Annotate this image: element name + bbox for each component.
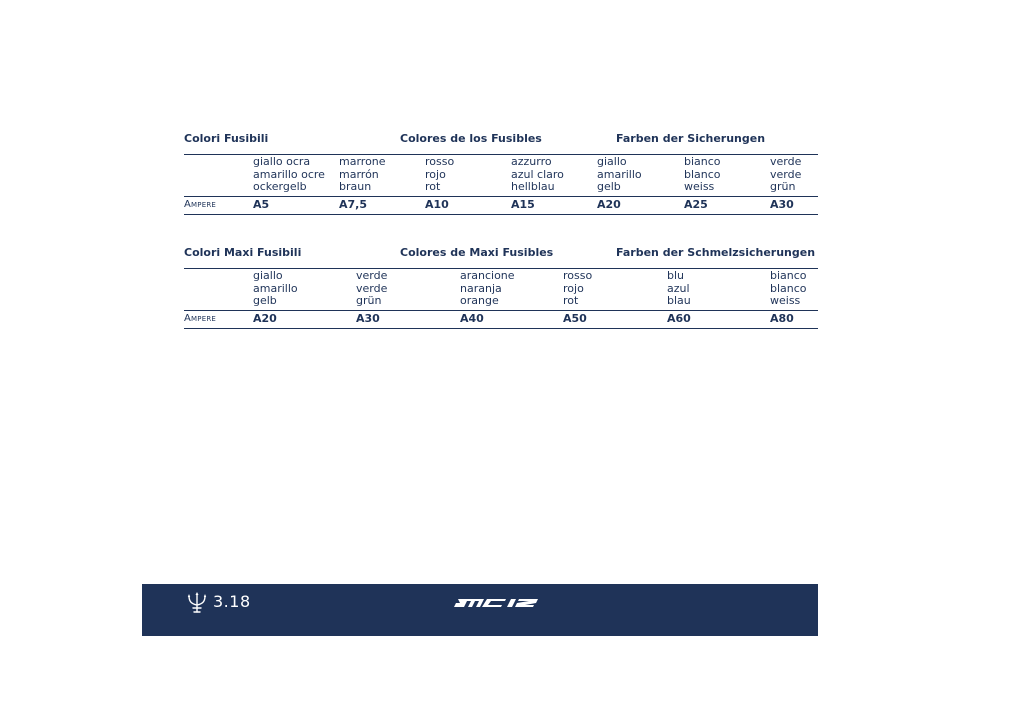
ampere-value: A20 — [597, 198, 621, 211]
ampere-value: A25 — [684, 198, 708, 211]
color-column: giallo amarillo gelb — [253, 269, 298, 307]
ampere-value: A15 — [511, 198, 535, 211]
trident-logo-icon — [186, 591, 208, 615]
ampere-value: A30 — [770, 198, 794, 211]
ampere-value: A20 — [253, 312, 277, 325]
ampere-value: A30 — [356, 312, 380, 325]
title-german: Farben der Sicherungen — [616, 132, 766, 145]
ampere-value: A60 — [667, 312, 691, 325]
table-titles — [184, 244, 818, 268]
title-italian: Colori Fusibili — [184, 132, 269, 145]
color-column: giallo ocra amarillo ocre ockergelb — [253, 155, 325, 193]
color-column: verde verde grün — [356, 269, 388, 307]
mc12-logo-icon — [454, 596, 550, 610]
page-number: 3.18 — [213, 592, 251, 611]
ampere-value: A10 — [425, 198, 449, 211]
color-column: azzurro azul claro hellblau — [511, 155, 564, 193]
color-column: rosso rojo rot — [563, 269, 593, 307]
title-german: Farben der Schmelzsicherungen — [616, 246, 816, 259]
ampere-value: A50 — [563, 312, 587, 325]
divider — [184, 214, 818, 215]
color-column: bianco blanco weiss — [770, 269, 807, 307]
fuse-colors-table — [184, 130, 818, 215]
ampere-row — [184, 197, 818, 214]
color-column: arancione naranja orange — [460, 269, 515, 307]
ampere-value: A7,5 — [339, 198, 367, 211]
ampere-value: A80 — [770, 312, 794, 325]
color-names-row — [184, 269, 818, 310]
ampere-row — [184, 311, 818, 328]
color-names-row — [184, 155, 818, 196]
title-italian: Colori Maxi Fusibili — [184, 246, 302, 259]
title-spanish: Colores de Maxi Fusibles — [400, 246, 554, 259]
ampere-label: Ampere — [184, 199, 217, 210]
color-column: marrone marrón braun — [339, 155, 386, 193]
title-spanish: Colores de los Fusibles — [400, 132, 542, 145]
ampere-label: Ampere — [184, 313, 217, 324]
color-column: bianco blanco weiss — [684, 155, 721, 193]
maxi-fuse-colors-table — [184, 244, 818, 329]
ampere-value: A40 — [460, 312, 484, 325]
color-column: blu azul blau — [667, 269, 691, 307]
page-footer — [142, 584, 818, 636]
color-column: rosso rojo rot — [425, 155, 455, 193]
color-column: verde verde grün — [770, 155, 802, 193]
table-titles — [184, 130, 818, 154]
ampere-value: A5 — [253, 198, 270, 211]
color-column: giallo amarillo gelb — [597, 155, 642, 193]
divider — [184, 328, 818, 329]
